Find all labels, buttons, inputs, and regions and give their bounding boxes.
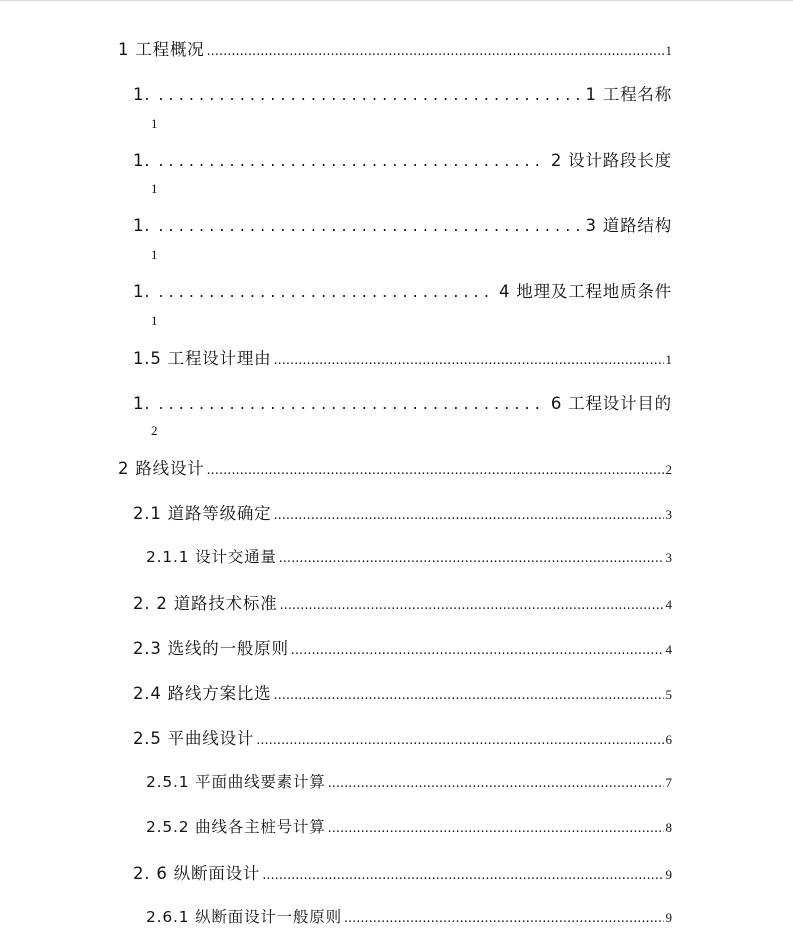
toc-entry-2-6[interactable]	[133, 860, 672, 884]
toc-page-number: 3	[665, 507, 672, 522]
dot-leader	[328, 776, 664, 791]
toc-page-number: 9	[665, 910, 672, 925]
toc-page-number: 7	[665, 775, 672, 790]
toc-entry-label: 2.4 路线方案比选	[133, 684, 272, 703]
toc-page-number: 9	[665, 867, 672, 882]
toc-entry-number: 1.	[133, 394, 151, 413]
toc-page-number: 6	[665, 732, 672, 747]
dot-leader	[274, 353, 664, 368]
toc-entry-label: 2.1 道路等级确定	[133, 504, 272, 523]
toc-entry-label: 2.6.1 纵断面设计一般原则	[146, 908, 342, 926]
dot-leader	[207, 463, 664, 478]
toc-page-number: 1	[665, 352, 672, 367]
toc-entry-2-5-1[interactable]	[146, 770, 672, 792]
toc-entry-number: 1.	[133, 85, 151, 104]
toc-entry-2-1-1[interactable]	[146, 545, 672, 567]
toc-entry-2-1[interactable]	[133, 500, 672, 524]
toc-entry-label: 2.5.1 平面曲线要素计算	[146, 773, 326, 791]
toc-entry-1-5[interactable]	[133, 345, 672, 369]
toc-page-number: 8	[665, 820, 672, 835]
toc-entry-2-3[interactable]	[133, 635, 672, 659]
toc-entry-1[interactable]	[118, 36, 672, 60]
toc-page-number: 1	[151, 181, 158, 196]
toc-entry-title: 2 设计路段长度	[550, 151, 672, 170]
toc-page-number: 2	[151, 423, 158, 438]
toc-page-number: 1	[151, 116, 158, 131]
toc-entry-number: 1.	[133, 282, 151, 301]
toc-entry-number: 1.	[133, 216, 151, 235]
dot-leader	[158, 151, 545, 170]
toc-entry-number: 1.	[133, 151, 151, 170]
dot-leader	[262, 868, 663, 883]
toc-page-number: 4	[665, 642, 672, 657]
dot-leader	[158, 216, 579, 235]
toc-page-number: 1	[151, 247, 158, 262]
dot-leader	[158, 394, 545, 413]
toc-entry-label: 2.5 平曲线设计	[133, 729, 255, 748]
toc-entry-title: 1 工程名称	[585, 85, 672, 104]
toc-entry-title: 6 工程设计目的	[550, 394, 672, 413]
toc-entry-2-6-1[interactable]	[146, 905, 672, 927]
toc-entry-title: 3 道路结构	[585, 216, 672, 235]
toc-entry-label: 2. 2 道路技术标准	[133, 594, 278, 613]
dot-leader	[291, 643, 664, 658]
toc-page-number: 5	[665, 687, 672, 702]
toc-entry-label: 1.5 工程设计理由	[133, 349, 272, 368]
dot-leader	[328, 821, 664, 836]
toc-entry-title: 4 地理及工程地质条件	[498, 282, 672, 301]
dot-leader	[344, 911, 664, 926]
toc-page-number: 1	[665, 43, 672, 58]
dot-leader	[158, 85, 579, 104]
dot-leader	[279, 551, 664, 566]
toc-entry-2-5-2[interactable]	[146, 815, 672, 837]
dot-leader	[274, 688, 664, 703]
toc-page-number: 4	[665, 597, 672, 612]
toc-entry-1-2[interactable]	[133, 147, 672, 171]
dot-leader	[207, 44, 664, 59]
toc-entry-label: 2.5.2 曲线各主桩号计算	[146, 818, 326, 836]
toc-entry-2-2[interactable]	[133, 590, 672, 614]
toc-entry-1-4[interactable]	[133, 278, 672, 302]
toc-page-number: 2	[665, 462, 672, 477]
toc-entry-label: 2.3 选线的一般原则	[133, 639, 289, 658]
dot-leader	[274, 508, 664, 523]
toc-entry-label: 2. 6 纵断面设计	[133, 864, 261, 883]
toc-entry-1-6[interactable]	[133, 390, 672, 414]
toc-page-number: 3	[665, 550, 672, 565]
dot-leader	[256, 733, 663, 748]
toc-entry-2-5[interactable]	[133, 725, 672, 749]
toc-entry-label: 2.1.1 设计交通量	[146, 548, 277, 566]
toc-entry-label: 2 路线设计	[118, 459, 205, 478]
toc-entry-label: 1 工程概况	[118, 40, 205, 59]
toc-entry-1-1[interactable]	[133, 81, 672, 105]
toc-entry-2-4[interactable]	[133, 680, 672, 704]
dot-leader	[280, 598, 664, 613]
toc-entry-2[interactable]	[118, 455, 672, 479]
toc-page-number: 1	[151, 313, 158, 328]
dot-leader	[158, 282, 493, 301]
toc-entry-1-3[interactable]	[133, 212, 672, 236]
